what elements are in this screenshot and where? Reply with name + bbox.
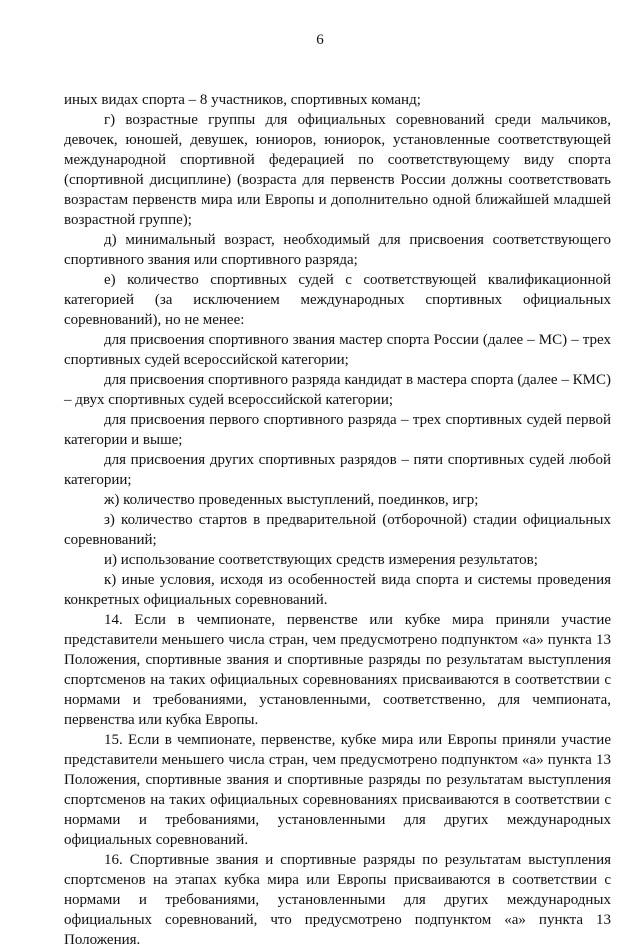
document-body	[64, 90, 611, 950]
paragraph: 16. Спортивные звания и спортивные разряды по результатам выступления спортсменов на этапах кубка мира или Европы присваиваются в соответствии с нормами и требованиями, установленными для других международных официальных соревнований, что предусмотрено подпунктом «а» пункта 13 Положения.	[64, 852, 611, 948]
paragraph: для присвоения спортивного звания мастер спорта России (далее – МС) – трех спортивных судей всероссийской категории;	[64, 332, 611, 368]
paragraph: 14. Если в чемпионате, первенстве или кубке мира приняли участие представители меньшего числа стран, чем предусмотрено подпунктом «а» пункта 13 Положения, спортивные звания и спортивные разряды по результатам выступления спортсменов на таких официальных соревнованиях присваиваются в соответствии с нормами и требованиями, установленными, соответственно, для чемпионата, первенства или кубка Европы.	[64, 612, 611, 728]
paragraph: г) возрастные группы для официальных соревнований среди мальчиков, девочек, юношей, девушек, юниоров, юниорок, установленные соответствующей международной спортивной федерацией по соответствующему виду спорта (спортивной дисциплине) (возраста для первенств России должны соответствовать возрастам первенств мира или Европы и дополнительно одной ближайшей младшей возрастной группе);	[64, 112, 611, 228]
paragraph: 15. Если в чемпионате, первенстве, кубке мира или Европы приняли участие представители меньшего числа стран, чем предусмотрено подпунктом «а» пункта 13 Положения, спортивные звания и спортивные разряды по результатам выступления спортсменов на таких официальных соревнованиях присваиваются в соответствии с нормами и требованиями, установленными для других международных официальных соревнований.	[64, 732, 611, 848]
paragraph: е) количество спортивных судей с соответствующей квалификационной категорией (за исключением международных спортивных официальных соревнований), но не менее:	[64, 272, 611, 328]
paragraph: иных видах спорта – 8 участников, спортивных команд;	[64, 92, 421, 108]
paragraph: ж) количество проведенных выступлений, поединков, игр;	[104, 492, 479, 508]
paragraph: д) минимальный возраст, необходимый для присвоения соответствующего спортивного звания или спортивного разряда;	[64, 232, 611, 268]
paragraph: и) использование соответствующих средств измерения результатов;	[104, 552, 538, 568]
paragraph: для присвоения спортивного разряда кандидат в мастера спорта (далее – КМС) – двух спортивных судей всероссийской категории;	[64, 372, 611, 408]
paragraph: к) иные условия, исходя из особенностей вида спорта и системы проведения конкретных официальных соревнований.	[64, 572, 611, 608]
paragraph: для присвоения первого спортивного разряда – трех спортивных судей первой категории и выше;	[64, 412, 611, 448]
page-number: 6	[316, 32, 324, 48]
paragraph: для присвоения других спортивных разрядов – пяти спортивных судей любой категории;	[64, 452, 611, 488]
paragraph: з) количество стартов в предварительной (отборочной) стадии официальных соревнований;	[64, 512, 611, 548]
